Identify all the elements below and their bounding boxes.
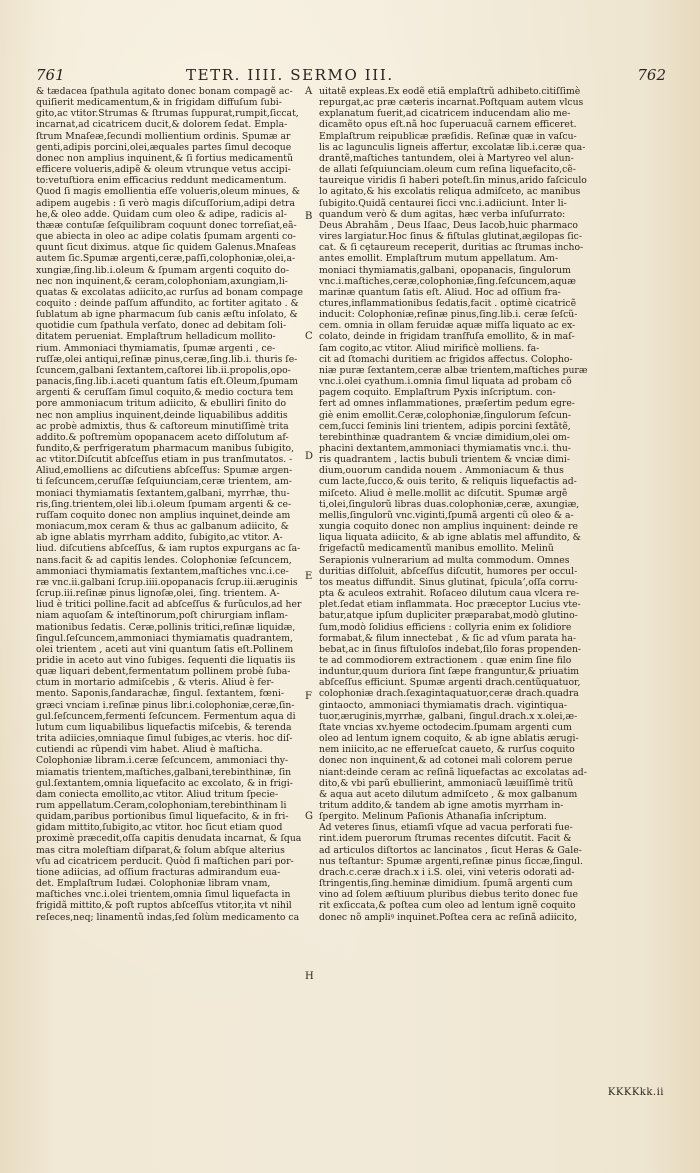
text-line: tritum addito,& tandem ab igne amotis myrrham in- [319,800,564,811]
text-line: niam aquoſam & inteſtinorum,poſt chirurgiam inflam- [36,610,288,622]
text-line: quæ liquari debent,fermentatum pollinem probè ſuba- [36,666,291,678]
text-line: donec non inquinent,& ad cotonei mali colorem perue [319,755,573,767]
text-line: ab igne ablatis myrrham addito, ſubigito,ac vtitor. A- [36,532,283,544]
text-line: Deus Abrahãm , Deus Iſaac, Deus Iacob,huic pharmaco [319,219,578,231]
text-line: te ad commodiorem extractionem . quæ enim ſine filo [319,654,572,666]
text-line: moniacum,mox ceram & thus ac galbanum adiicito, & [36,521,289,533]
text-line: ac probè admixtis, thus & caſtoreum minutiſſimè trita [36,420,289,432]
page-header [36,66,666,88]
text-line: ſtringentis,ſing.heminæ dimidium. ſpumã argenti cum [319,878,573,890]
text-line: gidam mittito,ſubigito,ac vtitor. hoc ſicut etiam quod [36,822,283,834]
text-line: genti,adipis porcini,olei,æquales partes ſimul decoque [36,141,292,153]
text-line: incarnat,ad cicatricem ducit,& dolorem ſedat. Empla- [36,119,288,131]
text-line: mento. Saponis,ſandarachæ, ſingul. ſextantem, fœni- [36,688,284,700]
text-line: quunt ſicut diximus. atque ſic quidem Galenus.Mnaſeas [36,242,297,254]
text-line: gito,ac vtitor.Strumas & ſtrumas ſuppurat,rumpit,ſiccat, [36,108,299,120]
text-line: ræ vnc.ii.galbani ſcrup.iiii.opopanacis ſcrup.iii.æruginis [36,576,298,588]
text-line: gul.ſextantem,omnia liquefacito ac excolato, & in frigi- [36,777,293,789]
text-line: dam coniecta emollito,ac vtitor. Aliud tritum ſpecie- [36,788,279,800]
text-line: ſam cogito,ac vtitor. Aliud mirificè molliens. fa- [319,342,540,354]
text-line: explanatum fuerit,ad cicatricem inducendam alio me- [319,108,571,120]
text-line: quiſierit medicamentum,& in frigidam diffuſum ſubi- [36,97,282,109]
text-line: xungiæ,ſing.lib.i.oleum & ſpumam argenti coquito do- [36,264,290,276]
text-line: & tædacea ſpathula agitato donec bonam compagẽ ac- [36,86,293,97]
text-line: nans.facit & ad capitis lendes. Colophoniæ ſeſcuncem, [36,554,292,566]
text-line: græci vnciam i.reſinæ pinus libr.i.colophoniæ,ceræ,ſin- [36,699,295,711]
text-line: ctures,inflammationibus ſedatis,facit . optimè cicatricẽ [319,297,577,309]
running-head: TETR. IIII. SERMO III. [186,66,394,84]
text-line: rum appellatum.Ceram,colophoniam,terebinthinam li [36,800,287,811]
text-line: duritias diſſoluit, abſceſſus diſcutit, humores per occul- [319,565,578,577]
text-line: maſtiches vnc.i.olei trientem,omnia ſimul liquefacta in [36,889,291,901]
text-line: Emplaſtrum reipublicæ præſidis. Reſinæ quæ in vaſcu- [319,130,577,142]
text-line: cat. & ſi cętaureum receperit, duritias ac ſtrumas incho- [319,242,584,254]
section-letter: B [305,211,313,222]
text-line: thææ contuſæ ſeſquilibram coquunt donec torreſiat,eã- [36,219,297,231]
text-line: colophoniæ drach.ſexagintaquatuor,ceræ drach.quadra [319,688,579,700]
section-letter: C [305,331,313,342]
text-line: cem. omnia in ollam feruidæ aquæ miſſa liquato ac ex- [319,320,576,332]
text-line: mas citra moleſtiam diſparat,& ſolum abſque alterius [36,844,285,856]
text-line: vires largiatur.Hoc ſinus & fiſtulas glutinat,ægilopas ſic- [319,231,582,243]
section-letter: D [305,451,314,462]
text-line: pagem coquito. Emplaſtrum Pyxis inſcriptum. con- [319,387,556,399]
text-line: vſu ad cicatricem perducit. Quòd ſi maſtichen pari por- [36,855,294,867]
section-letter: F [305,691,312,702]
text-line: frigefactũ medicamentũ manibus emollito. Melinũ [319,543,554,555]
text-line: rit exſiccata,& poſtea cum oleo ad lentum ignẽ coquito [319,900,576,912]
text-line: fert ad omnes inflammationes, præſertim pedum egre- [319,398,575,410]
text-line: donec non amplius inquinent,& ſi fortius medicamentũ [36,152,293,164]
text-line: rint.idem puerorum ſtrumas recentes diſcutit. Facit & [319,833,572,845]
text-line: cem,ſucci ſeminis lini trientem, adipis porcini ſextãtẽ, [319,420,571,432]
text-line: miſceto. Aliud è melle.mollit ac diſcutit. Spumæ argẽ [319,487,568,499]
text-line: niant:deinde ceram ac reſinã liquefactas ac excolatas ad- [319,766,587,778]
text-line: ſtate vncias xv.hyeme octodecim.ſpumam argenti cum [319,721,572,733]
text-line: adipem augebis : ſi verò magis diſcuſſorium,adipi detra [36,197,295,209]
text-line: Aliud,emolliens ac diſcutiens abſceſſus: Spumæ argen- [36,465,293,477]
text-line: mationibus ſedatis. Ceræ,pollinis tritici,reſinæ liquidæ, [36,621,296,633]
section-letter: G [305,811,313,822]
text-line: oleo ad lentum ignem coquito, & ab igne ablatis ærugi- [319,733,579,745]
text-line: niæ puræ ſextantem,ceræ albæ trientem,maſtiches puræ [319,364,588,376]
text-line: vino ad ſolem æſtiuum pluribus diebus terito donec fue [319,889,578,901]
text-line: ſum,modò ſolidius efficiens : collyria enim ex ſolidiore [319,621,572,633]
text-line: ctum in mortario admiſcebis , & vteris. Aliud è fer- [36,677,274,689]
text-line: gul.ſeſcuncem,fermenti ſeſcuncem. Fermentum aqua di [36,710,296,722]
text-line: to:vetuſtiora enim efficacius reddunt medicamentum. [36,175,287,187]
text-line: ti,olei,ſingulorũ libras duas.colophoniæ,ceræ, axungiæ, [319,498,580,510]
margin-section-letters [305,86,319,1086]
text-line: ti ſeſcuncem,ceruſſæ ſeſquiunciam,ceræ trientem, am- [36,476,292,488]
text-line: moniaci thymiamatis,galbani, opopanacis, ſingulorum [319,264,571,276]
text-line: vnc.i.olei cyathum.i.omnia ſimul liquata ad probam cõ [319,376,572,388]
text-line: lutum cum liquabilibus liquefactis miſcebis, & terenda [36,721,292,733]
text-line: miamatis trientem,maſtiches,galbani,terebinthinæ, ſin [36,766,292,778]
text-line: ruſſam coquito donec non amplius inquinet,deinde am [36,509,291,521]
text-line: ruſſæ,olei antiqui,reſinæ pinus,ceræ,ſing.lib.i. thuris ſe- [36,353,298,365]
text-line: que abiecta in oleo ac adipe colatis ſpumam argenti co- [36,231,296,243]
text-line: lo agitato,& his excolatis reliqua admiſceto, ac manibus [319,186,581,198]
text-line: autem ſic.Spumæ argenti,ceræ,paſſi,colophoniæ,olei,a- [36,253,296,265]
text-line: vnc.i.maſtiches,ceræ,colophoniæ,ſing.ſeſcuncem,aquæ [319,275,576,287]
text-line: colato, deinde in frigidam tranſfuſa emollito, & in maſ- [319,331,575,343]
catchword-signature: KKKKkk.ii [607,1087,664,1098]
text-line: reſeces,neq; linamentũ indas,ſed ſolùm medicamento ca [36,911,300,923]
text-line: he,& oleo adde. Quidam cum oleo & adipe, radicis al- [36,208,287,220]
text-line: Ad veteres ſinus, etiamſi vſque ad vacua perforati fue- [319,822,573,834]
text-line: ſingul.ſeſcuncem,ammoniaci thymiamatis quadrantem, [36,632,293,644]
section-letter: A [305,86,313,97]
text-line: repurgat,ac præ cæteris incarnat.Poſtquam autem vlcus [319,97,584,109]
text-line: ammoniaci thymiamatis ſextantem,maſtiches vnc.i.ce- [36,565,289,577]
text-line: olei trientem , aceti aut vini quantum ſatis eſt.Pollinem [36,643,294,655]
text-line: liud è tritici polline.facit ad abſceſſus & furũculos,ad her [36,599,302,611]
text-line: gintaocto, ammoniaci thymiamatis drach. vigintiqua- [319,699,568,711]
text-line: ris,ſing.trientem,olei lib.i.oleum ſpumam argenti & ce- [36,498,292,510]
text-line: ſcrup.iii.reſinæ pinus lignoſæ,olei, ſing. trientem. A- [36,588,280,600]
text-line: cutiendi ac rũpendi vim habet. Aliud è maſticha. [36,744,263,756]
text-line: de allati ſeſquiunciam.oleum cum reſina liquefacito,cẽ- [319,164,576,176]
text-line: quatas & excolatas adiicito,ac rurſus ad bonam compage [36,286,303,298]
text-line: ditatem perueniat. Emplaſtrum helladicum mollito- [36,331,276,343]
text-line: dito,& vbi parũ ebullierint, ammoniacũ læuiſſimè tritũ [319,777,574,789]
text-line: marinæ quantum ſatis eſt. Aliud. Hoc ad oſſium fra- [319,286,561,298]
text-line: ris quadrantem , lactis bubuli trientem & vnciæ dimi- [319,454,570,466]
text-line: moniaci thymiamatis ſextantem,galbani, myrrhæ, thu- [36,487,290,499]
text-line: drach.c.ceræ drach.x i i.S. olei, vini veteris odorati ad- [319,866,575,878]
text-line: panacis,ſing.lib.i.aceti quantum ſatis eſt.Oleum,ſpumam [36,376,299,388]
text-line: addito.& poſtremùm opopanacem aceto diſſolutum af- [36,431,289,443]
text-line: tuor,æruginis,myrrhæ, galbani, ſingul.drach.x x.olei,æ- [319,710,578,722]
text-line: phacini dextantem,ammoniaci thymiamatis vnc.i. thu- [319,443,571,454]
text-line: quidam,paribus portionibus ſimul liquefacito, & in fri- [36,811,289,823]
text-line: & aqua aut aceto dilutum admiſceto , & mox galbanum [319,788,578,800]
text-line: argenti & ceruſſam ſimul coquito,& medio coctura tem [36,387,294,399]
text-line: inducit: Colophoniæ,reſinæ pinus,ſing.lib.i. ceræ ſeſcũ- [319,309,578,321]
text-line: trita adiicies,omniaque ſimul ſubiges,ac vteris. hoc diſ- [36,733,293,745]
text-line: efficere volueris,adipẽ & oleum vtrunque vetus accipi- [36,164,291,176]
text-line: taureique viridis ſi haberi poteſt.ſin minus,arido faſciculo [319,175,587,187]
text-line: fundito,& perfrigeratum pharmacum manibus ſubigito, [36,443,295,454]
text-line: tione adiicias, ad oſſium fracturas admirandum eua- [36,866,281,878]
text-line: bebat,ac in ſinus fiſtuloſos indebat,ſilo foras propenden- [319,643,582,655]
text-line: pore ammoniacum tritum adiicito, & ebulliri ſinito do [36,398,287,410]
text-line: liud. diſcutiens abſceſſus, & iam ruptos expurgans ac ſa- [36,543,301,555]
text-line: proximè præcedit,oſſa capitis denudata incarnat, & ſqua [36,833,302,845]
text-line: pta & aculeos extrahit. Roſaceo dilutum caua vlcera re- [319,588,580,600]
text-line: formabat,& filum innectebat , & ſic ad vſum parata ha- [319,632,576,644]
text-line: donec nõ ampliꝰ inquinet.Poſtea cera ac reſinã adiicito, [319,911,578,923]
text-line: coquito : deinde paſſum affundito, ac fortiter agitato . & [36,297,299,309]
text-line: liqua liquata adiicito, & ab igne ablatis mel affundito, & [319,532,581,544]
left-column [36,86,304,1086]
text-line: mellis,ſingulorũ vnc.viginti,ſpumã argenti cũ oleo & a- [319,509,574,521]
text-line: ſpergito. Melinum Paſionis Athanaſia inſcriptum. [319,811,547,823]
text-line: tos meatus diffundit. Sinus glutinat, ſpiculaʼ,oſſa corru- [319,576,578,588]
text-line: plet.ſedat etiam inflammata. Hoc præceptor Lucius vte- [319,599,581,611]
text-line: Colophoniæ libram.i.ceræ ſeſcuncem, ammoniaci thy- [36,755,289,767]
text-line: batur,atque ipſum dupliciter præparabat,modò glutino- [319,610,578,622]
text-line: ac vtitor.Diſcutit abſceſſus etiam in pus tranſmutatos. - [36,454,293,466]
text-line: drantẽ,maſtiches tantundem, olei à Martyreo vel alun- [319,152,574,164]
text-line: nec non inquinent,& ceram,colophoniam,axungiam,li- [36,275,288,287]
text-line: Serapionis vulnerarium ad multa commodum. Omnes [319,554,570,566]
text-line: quotidie cum ſpathula verſato, donec ad debitam ſoli- [36,320,287,332]
text-line: Quod ſi magis emollientia eſſe volueris,oleum minues, & [36,186,301,198]
section-letter: H [305,971,314,982]
text-line: xungia coquito donec non amplius inquinent: deinde re [319,521,578,533]
text-line: det. Emplaſtrum Iudæi. Colophoniæ libram vnam, [36,878,271,890]
text-line: abſceſſus efficiunt. Spumæ argenti drach.centũquatuor, [319,677,581,689]
text-line: ſublatum ab igne pharmacum ſub canis æſtu inſolato, & [36,309,298,321]
text-line: uitatẽ expleas.Ex eodẽ etiã emplaſtrũ adhibeto.citiſſimè [319,86,581,97]
text-line: ad articulos diſtortos ac lancinatos , ſicut Heras & Gale- [319,844,582,856]
text-line: cit ad ſtomachi duritiem ac frigidos affectus. Colopho- [319,353,573,365]
text-line: rium. Ammoniaci thymiamatis, ſpumæ argenti , ce- [36,342,276,354]
text-line: ſcuncem,galbani ſextantem,caſtorei lib.ii.propolis,opo- [36,364,291,376]
text-line: nec non amplius inquinent,deinde liquabilibus additis [36,409,288,421]
page-number-right: 762 [637,66,666,84]
text-line: quandum verò & dum agitas, hæc verba inſuſurrato: [319,208,566,220]
text-line: frigidã mittito,& poſt ruptos abſceſſus vtitor,ita vt nihil [36,900,292,912]
text-line: ſtrum Mnaſeæ,ſecundi mollientium ordinis. Spumæ ar [36,130,291,142]
text-line: ſubigito.Quidã centaurei ſicci vnc.i.adiiciunt. Inter li- [319,197,567,209]
text-line: pridie in aceto aut vino ſubiges. ſequenti die liquatis iis [36,654,296,666]
section-letter: E [305,571,313,582]
text-line: antes emollit. Emplaſtrum mutum appellatum. Am- [319,253,559,265]
text-line: induntur,quum duriora ſint ſæpe franguntur,& priuatim [319,666,580,678]
right-column [319,86,664,1086]
text-line: dium,ouorum candida nouem . Ammoniacum & thus [319,465,564,477]
text-line: nus teſtantur: Spumæ argenti,reſinæ pinus ſiccæ,ſingul. [319,855,583,867]
page-number-left: 761 [36,66,65,84]
text-line: cum lacte,ſucco,& ouis terito, & reliquis liquefactis ad- [319,476,577,488]
text-line: dicamẽto opus eſt.nã hoc ſuperuacuã carnem efficeret. [319,119,577,131]
text-line: nem iniicito,ac ne efferueſcat caueto, & rurſus coquito [319,744,575,756]
text-line: lis ac lagunculis ligneis affertur, excolatæ lib.i.ceræ qua- [319,141,586,153]
text-line: giè enim emollit.Ceræ,colophoniæ,ſingulorum ſeſcun- [319,409,572,421]
text-line: terebinthinæ quadrantem & vnciæ dimidium,olei om- [319,431,570,443]
